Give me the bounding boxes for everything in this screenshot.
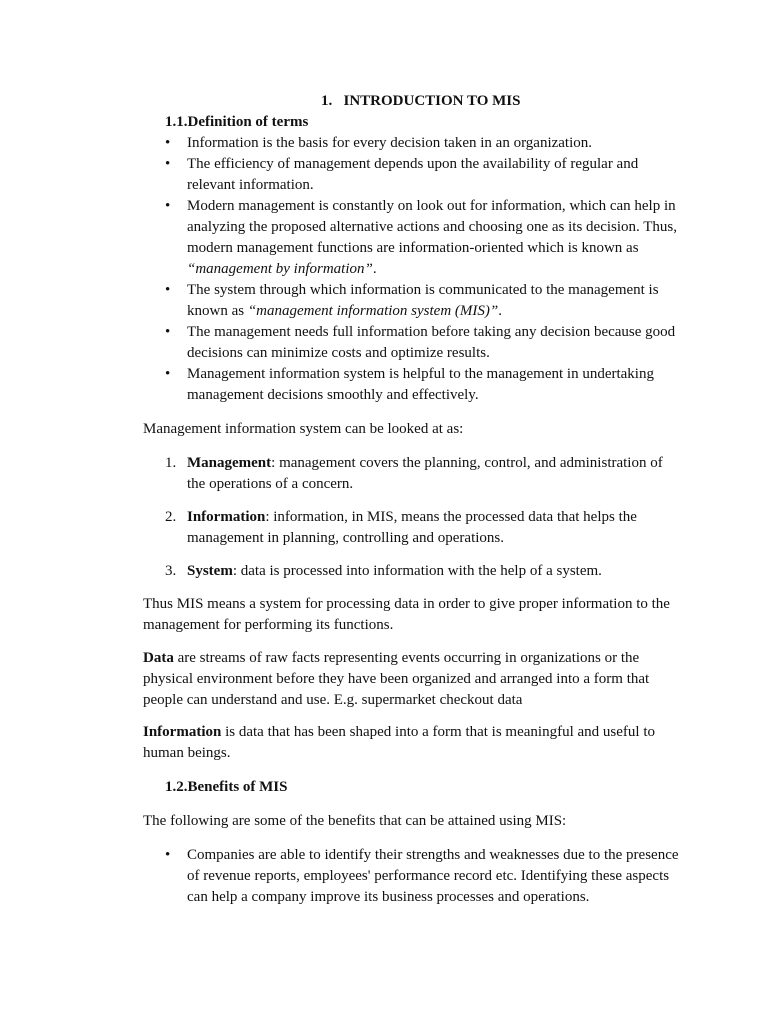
- list-item-body: The system through which information is communicated to the management is known as: [187, 282, 659, 319]
- list-item-text: Companies are able to identify their strengths and weaknesses due to the presence of revenue reports, employees' performance record etc. Identifying these aspects can help a company improve its business processes and operations.: [187, 847, 679, 905]
- term-description: : information, in MIS, means the processed data that helps the management in planning, controlling and operations.: [187, 509, 637, 546]
- term-description: : management covers the planning, control, and administration of the operations of a concern.: [187, 455, 663, 492]
- bullet-icon: •: [165, 198, 171, 214]
- numbered-item-text: [187, 507, 684, 549]
- bold-term: System: [187, 563, 233, 579]
- bullet-icon: •: [165, 324, 171, 340]
- bold-term: Information: [187, 509, 266, 525]
- item-number: 1.: [165, 455, 177, 471]
- list-item-text: Management information system is helpful to the management in undertaking management decisions smoothly and effectively.: [187, 366, 654, 403]
- italic-term: “management information system (MIS)”: [247, 303, 499, 319]
- list-item-text: The efficiency of management depends upon the availability of regular and relevant information.: [187, 156, 639, 193]
- term-description: is data that has been shaped into a form that is meaningful and useful to human beings.: [143, 724, 655, 761]
- item-number: 2.: [165, 509, 177, 525]
- trailing-punctuation: .: [498, 303, 502, 319]
- term-description: are streams of raw facts representing events occurring in organizations or the physical environment before they have been organized and arranged into a form that people can understand and use. E.g. supermarket checkout data: [143, 650, 650, 708]
- term-description: : data is processed into information with the help of a system.: [232, 563, 602, 579]
- list-item-text: [187, 280, 684, 322]
- paragraph-thus-mis: Thus MIS means a system for processing data in order to give proper information to the management for performing its functions.: [143, 596, 670, 633]
- bullet-icon: •: [165, 156, 171, 172]
- bold-term: Information: [143, 724, 222, 740]
- bold-term: Management: [187, 455, 272, 471]
- bold-term: Data: [143, 650, 174, 666]
- subsection-heading-definitions: 1.1.Definition of terms: [165, 114, 309, 130]
- paragraph-information-definition: [143, 722, 683, 764]
- list-item-body: Modern management is constantly on look out for information, which can help in analyzing the proposed alternative actions and choosing one as its decision. Thus, modern management functions are information-oriented which is known as: [187, 198, 678, 256]
- trailing-punctuation: .: [372, 261, 377, 277]
- bullet-icon: •: [165, 282, 171, 298]
- title-text: INTRODUCTION TO MIS: [343, 93, 521, 109]
- list-item-text: Information is the basis for every decision taken in an organization.: [187, 135, 593, 151]
- list-item-text: [187, 196, 684, 280]
- paragraph-looked-at: Management information system can be looked at as:: [143, 421, 464, 437]
- bullet-icon: •: [165, 135, 171, 151]
- list-item-text: The management needs full information before taking any decision because good decisions can minimize costs and optimize results.: [187, 324, 676, 361]
- paragraph-benefits-intro: The following are some of the benefits that can be attained using MIS:: [143, 813, 567, 829]
- item-number: 3.: [165, 563, 177, 579]
- bullet-icon: •: [165, 847, 171, 863]
- title-number: 1.: [321, 93, 333, 109]
- subsection-heading-benefits: 1.2.Benefits of MIS: [165, 779, 288, 795]
- italic-term: “management by information”: [187, 261, 373, 277]
- numbered-item-text: [187, 453, 684, 495]
- numbered-item-text: [187, 561, 684, 582]
- page-title: [321, 91, 621, 112]
- paragraph-data-definition: [143, 648, 683, 711]
- bullet-icon: •: [165, 366, 171, 382]
